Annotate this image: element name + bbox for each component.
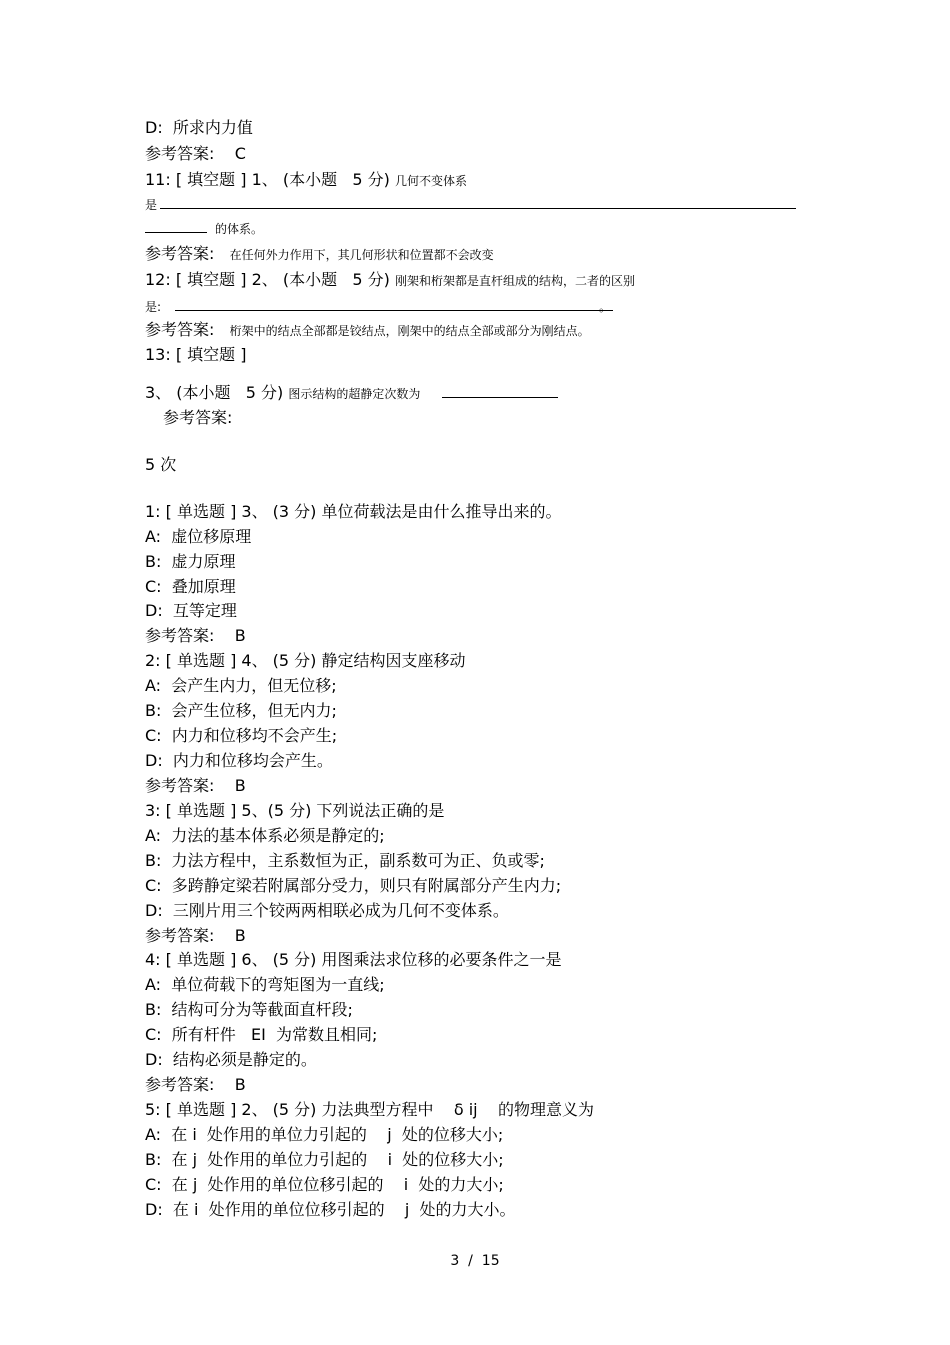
question-12-label: 12: [ 填空题 ] 2、 (本小题 5 分)	[145, 270, 395, 289]
option-line: D: 结构必须是静定的。	[145, 1050, 317, 1069]
answer-blank	[160, 194, 796, 209]
question-line: 3: [ 单选题 ] 5、(5 分) 下列说法正确的是	[145, 801, 445, 820]
question-line: 1: [ 单选题 ] 3、 (3 分) 单位荷载法是由什么推导出来的。	[145, 502, 562, 521]
option-line: B: 会产生位移，但无内力;	[145, 701, 337, 720]
option-line: B: 在 j 处作用的单位力引起的 i 处的位移大小;	[145, 1150, 504, 1169]
option-line: D: 内力和位移均会产生。	[145, 751, 333, 770]
option-line: C: 所有杆件 EI 为常数且相同;	[145, 1025, 378, 1044]
option-line: A: 虚位移原理	[145, 527, 252, 546]
question-11-label: 11: [ 填空题 ] 1、 (本小题 5 分)	[145, 170, 395, 189]
answer-text: 在任何外力作用下，其几何形状和位置都不会改变	[229, 248, 494, 262]
reference-answer: 参考答案: B	[145, 776, 246, 795]
question-12-is: 是:	[145, 300, 162, 314]
option-line: D: 三刚片用三个铰两两相联必成为几何不变体系。	[145, 901, 509, 920]
option-line: D: 互等定理	[145, 601, 237, 620]
answer-text: 桁架中的结点全部都是铰结点，刚架中的结点全部或部分为刚结点。	[229, 324, 590, 338]
reference-answer: 参考答案: B	[145, 1075, 246, 1094]
option-line: B: 力法方程中，主系数恒为正，副系数可为正、负或零;	[145, 851, 545, 870]
question-12-text: 刚架和桁架都是直杆组成的结构，二者的区别	[394, 274, 635, 288]
page-number: 3 / 15	[450, 1253, 500, 1269]
answer-blank	[145, 218, 207, 233]
question-12-header	[145, 270, 635, 290]
question-11-text: 几何不变体系	[394, 174, 467, 188]
question-13-label: 3、 (本小题 5 分)	[145, 383, 289, 402]
reference-answer: 参考答案: B	[145, 926, 246, 945]
question-13-answer: 5 次	[145, 455, 177, 474]
question-13-line	[145, 383, 558, 403]
question-line: 4: [ 单选题 ] 6、 (5 分) 用图乘法求位移的必要条件之一是	[145, 950, 562, 969]
option-line: C: 多跨静定梁若附属部分受力，则只有附属部分产生内力;	[145, 876, 562, 895]
question-12-blank-line	[145, 296, 611, 316]
question-11-tail-line	[145, 218, 263, 238]
question-11-answer	[145, 244, 494, 264]
question-line: 5: [ 单选题 ] 2、 (5 分) 力法典型方程中 δ ij 的物理意义为	[145, 1100, 594, 1119]
option-line: A: 会产生内力，但无位移;	[145, 676, 337, 695]
option-line: B: 虚力原理	[145, 552, 236, 571]
reference-answer: 参考答案: B	[145, 626, 246, 645]
option-line: A: 在 i 处作用的单位力引起的 j 处的位移大小;	[145, 1125, 504, 1144]
question-11-is: 是	[145, 198, 158, 212]
question-13-text: 图示结构的超静定次数为	[288, 387, 421, 401]
reference-answer: 参考答案: C	[145, 144, 246, 163]
option-line: A: 力法的基本体系必须是静定的;	[145, 826, 385, 845]
question-12-answer	[145, 320, 590, 340]
answer-blank	[175, 296, 613, 311]
question-12-end: 。	[599, 300, 612, 314]
answer-label: 参考答案:	[145, 320, 230, 339]
question-line: 2: [ 单选题 ] 4、 (5 分) 静定结构因支座移动	[145, 651, 466, 670]
answer-label: 参考答案:	[145, 244, 230, 263]
option-d: D: 所求内力值	[145, 118, 253, 137]
question-13-header: 13: [ 填空题 ]	[145, 345, 247, 364]
option-line: B: 结构可分为等截面直杆段;	[145, 1000, 353, 1019]
question-11-header	[145, 170, 467, 190]
question-11-tail: 的体系。	[215, 222, 264, 236]
option-line: C: 内力和位移均不会产生;	[145, 726, 338, 745]
answer-blank	[442, 383, 558, 398]
question-13-answer-label: 参考答案:	[163, 408, 233, 427]
option-line: C: 叠加原理	[145, 577, 236, 596]
option-line: C: 在 j 处作用的单位位移引起的 i 处的力大小;	[145, 1175, 504, 1194]
option-line: D: 在 i 处作用的单位位移引起的 j 处的力大小。	[145, 1200, 516, 1219]
option-line: A: 单位荷载下的弯矩图为一直线;	[145, 975, 385, 994]
question-11-blank-line	[145, 194, 796, 214]
